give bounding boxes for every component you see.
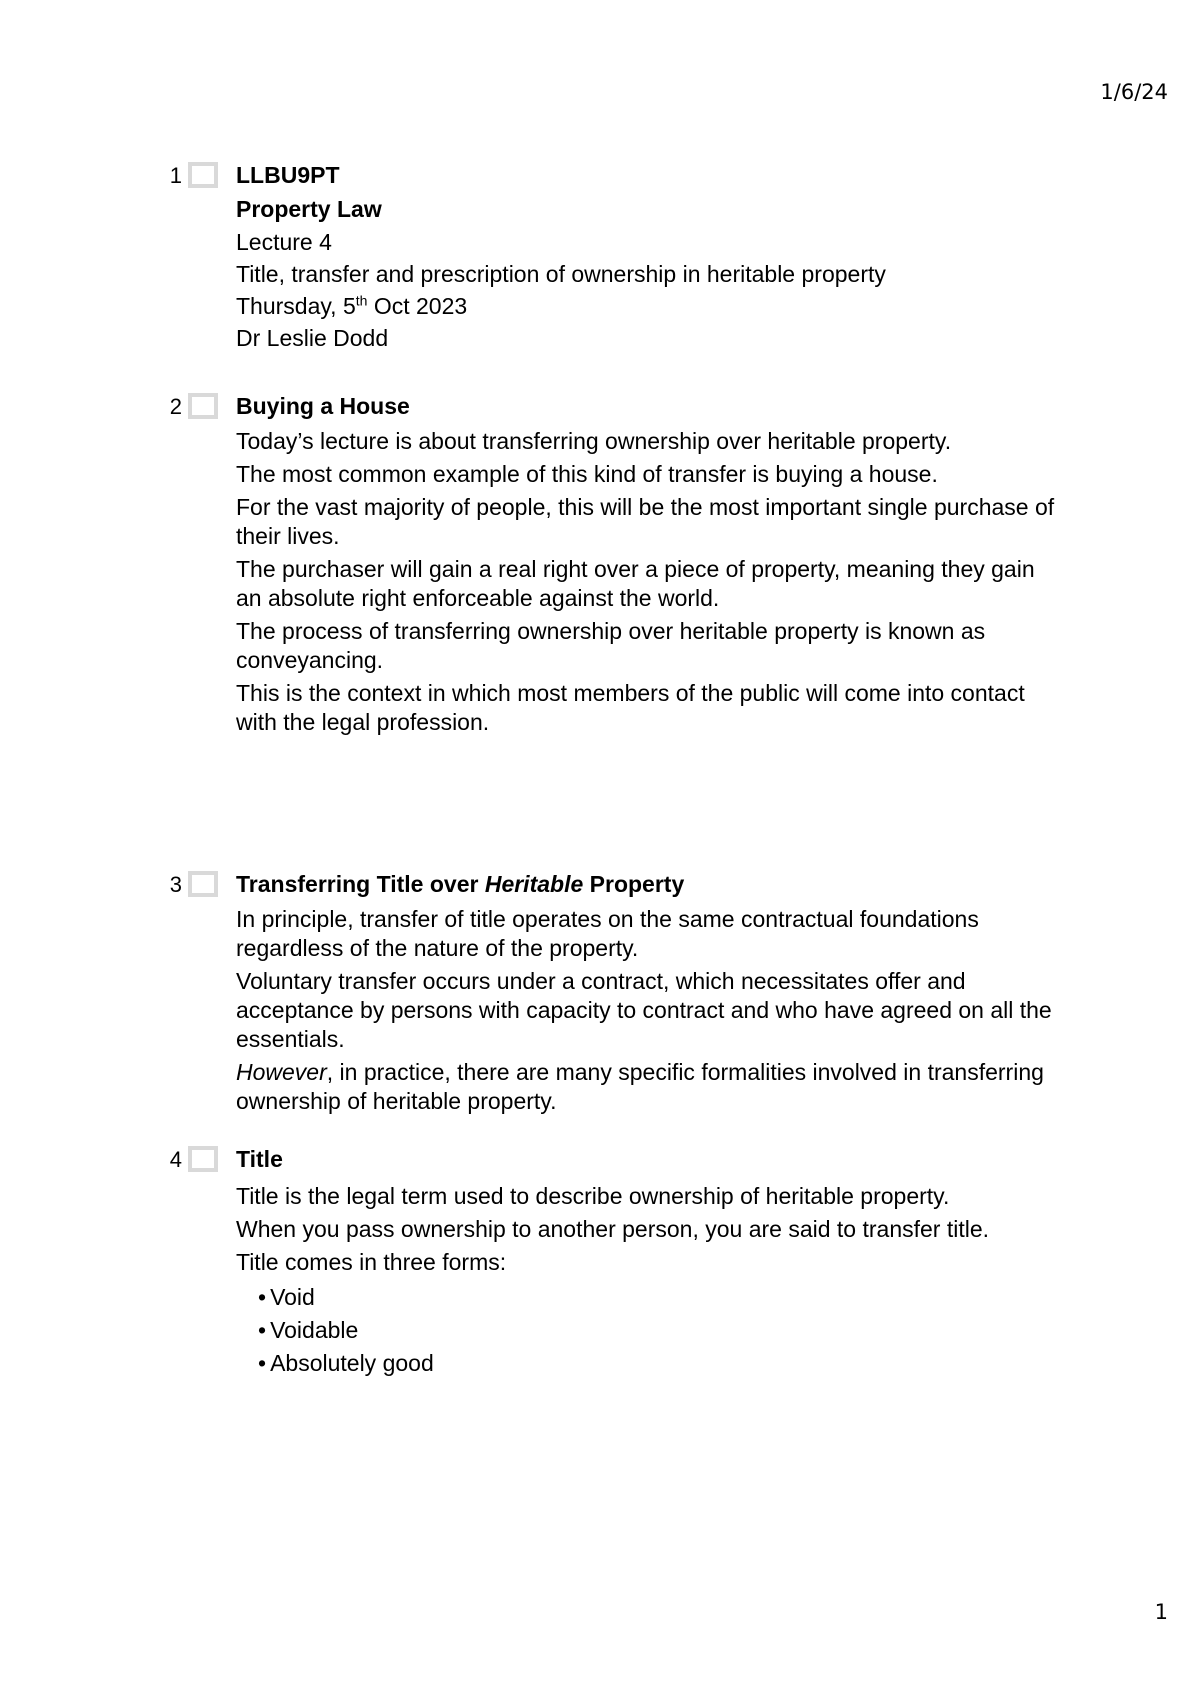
bullet-list — [236, 1281, 1066, 1380]
lecture-date: Thursday, 5th Oct 2023 — [236, 292, 468, 319]
course-code: LLBU9PT — [236, 162, 340, 188]
slide-notes — [236, 1142, 1066, 1380]
slide-thumbnail-placeholder — [188, 871, 218, 897]
slide-thumbnail-placeholder — [188, 393, 218, 419]
lecture-number: Lecture 4 — [236, 229, 332, 255]
paragraph: The process of transferring ownership over heritable property is known as conveyancing. — [236, 618, 986, 673]
slide-thumbnail-placeholder — [188, 1146, 218, 1172]
paragraph: Today’s lecture is about transferring ownership over heritable property. — [236, 428, 952, 454]
slide-thumbnail-placeholder — [188, 162, 218, 188]
paragraph: When you pass ownership to another person, you are said to transfer title. — [236, 1216, 990, 1242]
paragraph: This is the context in which most members of the public will come into contact with the legal profession. — [236, 680, 1025, 735]
list-item: • Voidable — [258, 1314, 1066, 1347]
paragraph: However, in practice, there are many specific formalities involved in transferring ownership of heritable property. — [236, 1059, 1044, 1114]
list-item: • Absolutely good — [258, 1347, 1066, 1380]
slide-notes — [236, 867, 1066, 1120]
page-number: 1 — [1154, 1600, 1168, 1624]
slide-title: Transferring Title over Heritable Property — [236, 871, 685, 897]
slide-notes — [236, 389, 1066, 741]
page-date: 1/6/24 — [1100, 80, 1168, 104]
slide-title: Buying a House — [236, 393, 410, 419]
lecture-topic: Title, transfer and prescription of ownership in heritable property — [236, 261, 886, 287]
paragraph: For the vast majority of people, this will be the most important single purchase of their lives. — [236, 494, 1055, 549]
course-title: Property Law — [236, 196, 382, 222]
slide-number: 1 — [169, 163, 182, 188]
slide-notes — [236, 158, 1066, 354]
slide-title: Title — [236, 1146, 283, 1172]
paragraph: The most common example of this kind of transfer is buying a house. — [236, 461, 938, 487]
paragraph: Title comes in three forms: — [236, 1249, 507, 1275]
paragraph: The purchaser will gain a real right over a piece of property, meaning they gain an absolute right enforceable against the world. — [236, 556, 1035, 611]
paragraph: Title is the legal term used to describe ownership of heritable property. — [236, 1183, 950, 1209]
lecturer-name: Dr Leslie Dodd — [236, 325, 389, 351]
slide-number: 3 — [169, 872, 182, 897]
paragraph: In principle, transfer of title operates on the same contractual foundations regardless of the nature of the property. — [236, 906, 979, 961]
slide-number: 4 — [169, 1147, 182, 1172]
slide-number: 2 — [169, 394, 182, 419]
paragraph: Voluntary transfer occurs under a contract, which necessitates offer and acceptance by persons with capacity to contract and who have agreed on all the essentials. — [236, 968, 1052, 1052]
list-item: • Void — [258, 1281, 1066, 1314]
